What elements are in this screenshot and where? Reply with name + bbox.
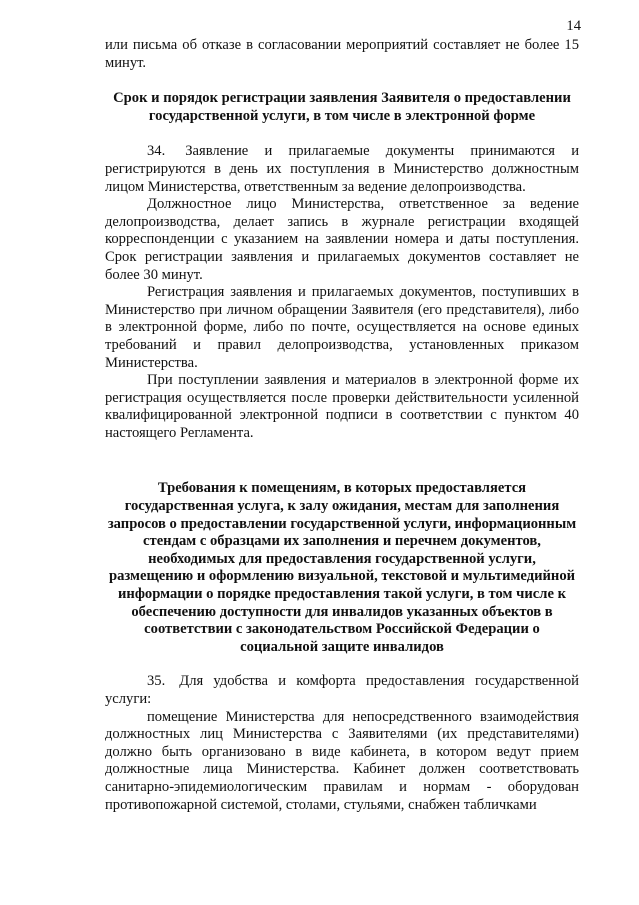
section-35-paragraph-1-text: Для удобства и комфорта предоставления государственной услуги:: [105, 673, 579, 707]
section-35-number: 35.: [147, 673, 166, 690]
section-34-paragraph-3: Регистрация заявления и прилагаемых документов, поступивших в Министерство при личном обращении Заявителя (его представителя), либо в электронной форме, либо по почте, осуществляется на основе единых требований и правил делопроизводства, установленных приказом Министерства.: [105, 284, 579, 371]
section-34-paragraph-2: Должностное лицо Министерства, ответственное за ведение делопроизводства, делает запись в журнале регистрации входящей корреспонденции с указанием на заявлении номера и даты поступления. Срок регистрации заявления и прилагаемых документов составляет не более 30 минут.: [105, 196, 579, 283]
page-content: [105, 37, 579, 814]
section-34-paragraph-1: [105, 143, 579, 196]
page-number: 14: [566, 18, 581, 34]
section-34-number: 34.: [147, 143, 166, 160]
section-35-paragraph-1: [105, 673, 579, 708]
section-35-paragraph-2: помещение Министерства для непосредственного взаимодействия должностных лиц Министерства с Заявителями (их представителями) должно быть организовано в виде кабинета, в котором ведут прием должностные лица Министерства. Кабинет должен соответствовать санитарно-эпидемиологическим правилам и нормам - оборудован противопожарной системой, столами, стульями, снабжен табличками: [105, 708, 579, 813]
section-34-paragraph-4: При поступлении заявления и материалов в электронной форме их регистрация осуществляется после проверки действительности усиленной квалифицированной электронной подписи в соответствии с пунктом 40 настоящего Регламента.: [105, 372, 579, 441]
section-34-paragraph-1-text: Заявление и прилагаемые документы принимаются и регистрируются в день их поступления в Министерство должностным лицом Министерства, ответственным за ведение делопроизводства.: [105, 143, 579, 195]
continuation-paragraph: или письма об отказе в согласовании мероприятий составляет не более 15 минут.: [105, 37, 579, 71]
section-34-heading: Срок и порядок регистрации заявления Заявителя о предоставлении государственной услуги, в том числе в электронной форме: [113, 90, 571, 124]
section-35-heading: Требования к помещениям, в которых предоставляется государственная услуга, к залу ожидания, местам для заполнения запросов о предоставлении государственной услуги, информационным стендам с образцами их заполнения и перечнем документов, необходимых для предоставления государственной услуги, размещению и оформлению визуальной, текстовой и мультимедийной информации о порядке предоставления такой услуги, в том числе к обеспечению доступности для инвалидов указанных объектов в соответствии с законодательством Российской Федерации о социальной защите инвалидов: [107, 480, 577, 655]
